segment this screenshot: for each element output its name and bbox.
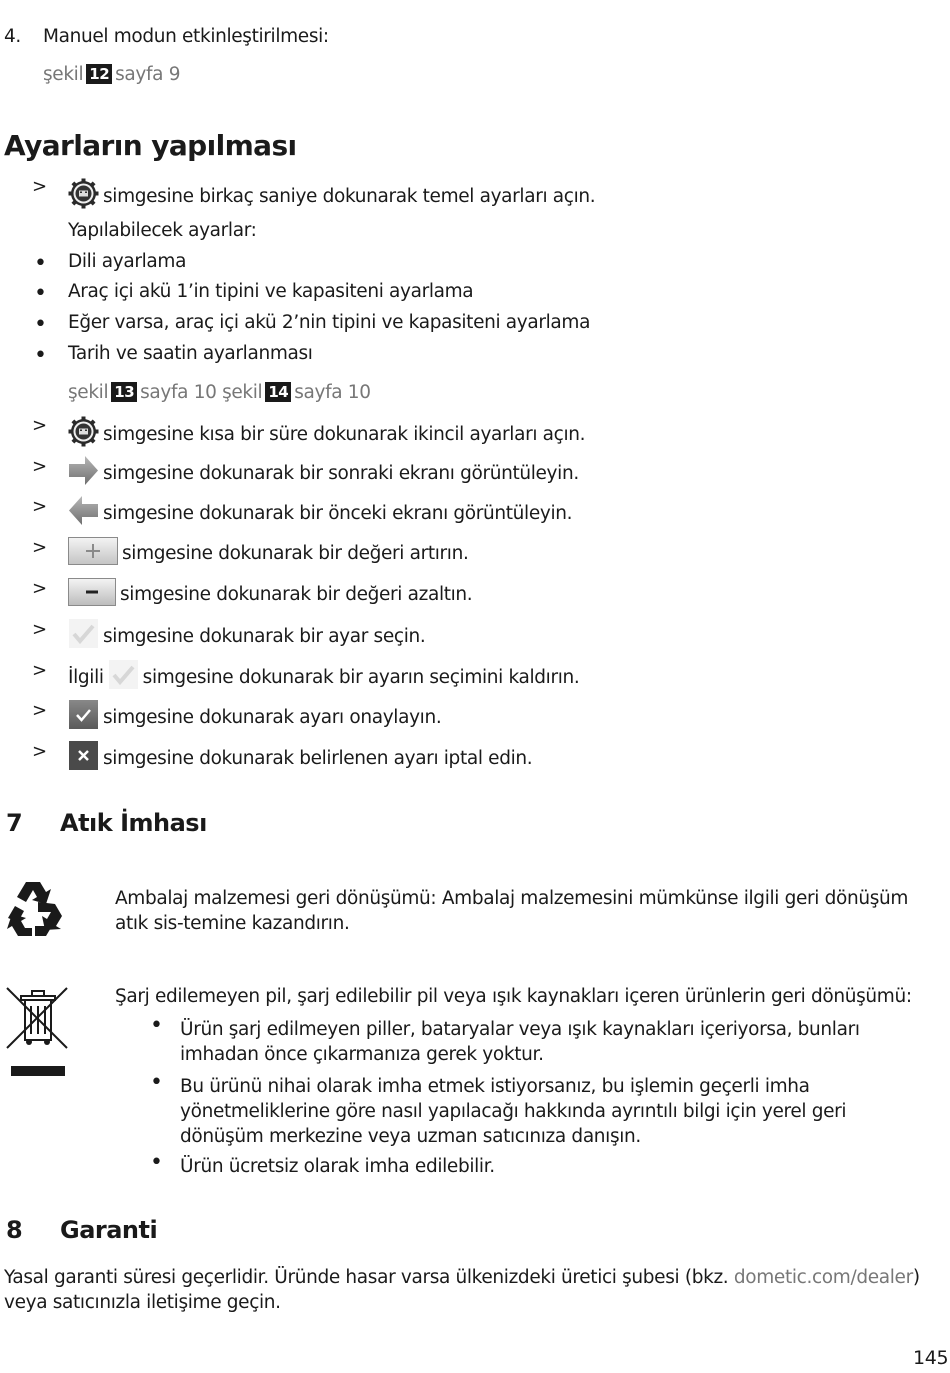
step-text-prefix: İlgili xyxy=(68,666,104,688)
step-text: simgesine dokunarak ayarı onaylayın. xyxy=(103,706,442,728)
instruction-arrow: > xyxy=(32,415,47,436)
step-select-setting xyxy=(68,618,425,654)
warranty-text xyxy=(4,1265,924,1315)
dealer-link[interactable]: dometic.com/dealer xyxy=(733,1267,913,1288)
figure-reference xyxy=(43,64,180,85)
checkbox-unchecked-icon xyxy=(108,659,139,695)
list-item: Bu ürünü nihai olarak imha etmek istiyorsanız, bu işlemin geçerli imha yönetmeliklerine göre nasıl yapılacağı hakkında ayrıntılı bilgi için yerel geri dönüşüm merkezine veya uzman satıcınıza danışın. xyxy=(180,1076,847,1147)
list-item: Araç içi akü 1’in tipini ve kapasiteni ayarlama xyxy=(68,281,474,302)
settings-gear-icon xyxy=(68,178,99,214)
arrow-right-icon xyxy=(68,455,99,491)
bullet-dot: • xyxy=(34,312,47,337)
crossed-bin-icon xyxy=(5,986,69,1083)
step-text: simgesine dokunarak bir sonraki ekranı görüntüleyin. xyxy=(103,462,579,484)
section-number: 8 xyxy=(6,1216,23,1244)
plus-icon xyxy=(68,537,118,570)
instruction-arrow: > xyxy=(32,660,47,681)
checkbox-unchecked-icon xyxy=(68,618,99,654)
step-4 xyxy=(4,26,329,47)
step-deselect-setting xyxy=(68,659,579,695)
step-increase-value xyxy=(68,537,469,570)
page-ref: sayfa 10 xyxy=(294,382,371,403)
page-number: 145 xyxy=(913,1347,949,1369)
instruction-arrow: > xyxy=(32,700,47,721)
ref-prefix: şekil xyxy=(68,382,109,403)
step-text: simgesine dokunarak belirlenen ayarı iptal edin. xyxy=(103,747,533,769)
bullet-dot: • xyxy=(150,1013,163,1038)
section-heading-settings: Ayarların yapılması xyxy=(4,129,297,162)
instruction-arrow: > xyxy=(32,578,47,599)
bullet-dot: • xyxy=(34,343,47,368)
list-item: Tarih ve saatin ayarlanması xyxy=(68,343,313,364)
list-item: Ürün ücretsiz olarak imha edilebilir. xyxy=(180,1156,495,1177)
bullet-dot: • xyxy=(34,281,47,306)
cancel-x-icon xyxy=(68,740,99,776)
step-open-basic xyxy=(68,178,595,214)
step-text: simgesine dokunarak bir değeri azaltın. xyxy=(120,584,473,605)
checkbox-checked-icon xyxy=(68,699,99,735)
bullet-dot: • xyxy=(34,251,47,276)
settings-gear-icon xyxy=(68,416,99,452)
step-number: 4. xyxy=(4,26,21,47)
step-text: simgesine dokunarak bir ayarın seçimini kaldırın. xyxy=(142,666,580,688)
step-text: simgesine kısa bir süre dokunarak ikincil ayarları açın. xyxy=(103,423,586,445)
step-cancel-setting xyxy=(68,740,532,776)
figure-number: 12 xyxy=(86,64,112,84)
section-title-warranty: Garanti xyxy=(60,1216,158,1244)
list-item: Dili ayarlama xyxy=(68,251,187,272)
ref-prefix: şekil xyxy=(43,64,84,85)
packaging-recycling-text: Ambalaj malzemesi geri dönüşümü: Ambalaj malzemesini mümkünse ilgili geri dönüşüm atık sis-temine kazandırın. xyxy=(115,888,909,934)
step-text: simgesine dokunarak bir ayar seçin. xyxy=(103,625,426,647)
figure-reference xyxy=(68,382,371,403)
section-number: 7 xyxy=(6,809,23,837)
instruction-arrow: > xyxy=(32,741,47,762)
instruction-arrow: > xyxy=(32,456,47,477)
arrow-left-icon xyxy=(68,495,99,531)
figure-number: 14 xyxy=(265,382,291,402)
instruction-arrow: > xyxy=(32,537,47,558)
available-settings-label: Yapılabilecek ayarlar: xyxy=(68,220,257,241)
step-text: simgesine dokunarak bir önceki ekranı görüntüleyin. xyxy=(103,502,573,524)
warranty-text-part: ) veya satıcınızla iletişime geçin. xyxy=(4,1267,920,1313)
step-next-screen xyxy=(68,455,579,491)
list-item: Eğer varsa, araç içi akü 2’nin tipini ve kapasiteni ayarlama xyxy=(68,312,591,333)
section-title-disposal: Atık İmhası xyxy=(60,809,207,837)
list-item: Ürün şarj edilmeyen piller, bataryalar veya ışık kaynakları içeriyorsa, bunları imhadan önce çıkarmanıza gerek yoktur. xyxy=(180,1019,860,1065)
bullet-dot: • xyxy=(150,1150,163,1175)
minus-icon xyxy=(68,578,116,611)
page-ref: sayfa 10 xyxy=(140,382,217,403)
step-text: simgesine birkaç saniye dokunarak temel ayarları açın. xyxy=(103,185,596,207)
bullet-dot: • xyxy=(150,1070,163,1095)
step-secondary-settings xyxy=(68,416,585,452)
battery-recycling-intro: Şarj edilemeyen pil, şarj edilebilir pil veya ışık kaynakları içeren ürünlerin geri dönüşümü: xyxy=(115,986,912,1007)
step-decrease-value xyxy=(68,578,472,611)
page-ref: sayfa 9 xyxy=(115,64,181,85)
warranty-text-part: Yasal garanti süresi geçerlidir. Üründe hasar varsa ülkenizdeki üretici şubesi (bkz. xyxy=(4,1267,729,1288)
recycle-icon xyxy=(4,878,68,945)
ref-prefix: şekil xyxy=(222,382,263,403)
instruction-arrow: > xyxy=(32,619,47,640)
figure-number: 13 xyxy=(111,382,137,402)
step-text: Manuel modun etkinleştirilmesi: xyxy=(43,26,329,47)
instruction-arrow: > xyxy=(32,496,47,517)
instruction-arrow: > xyxy=(32,176,47,197)
step-confirm-setting xyxy=(68,699,441,735)
step-text: simgesine dokunarak bir değeri artırın. xyxy=(122,543,469,564)
step-prev-screen xyxy=(68,495,572,531)
